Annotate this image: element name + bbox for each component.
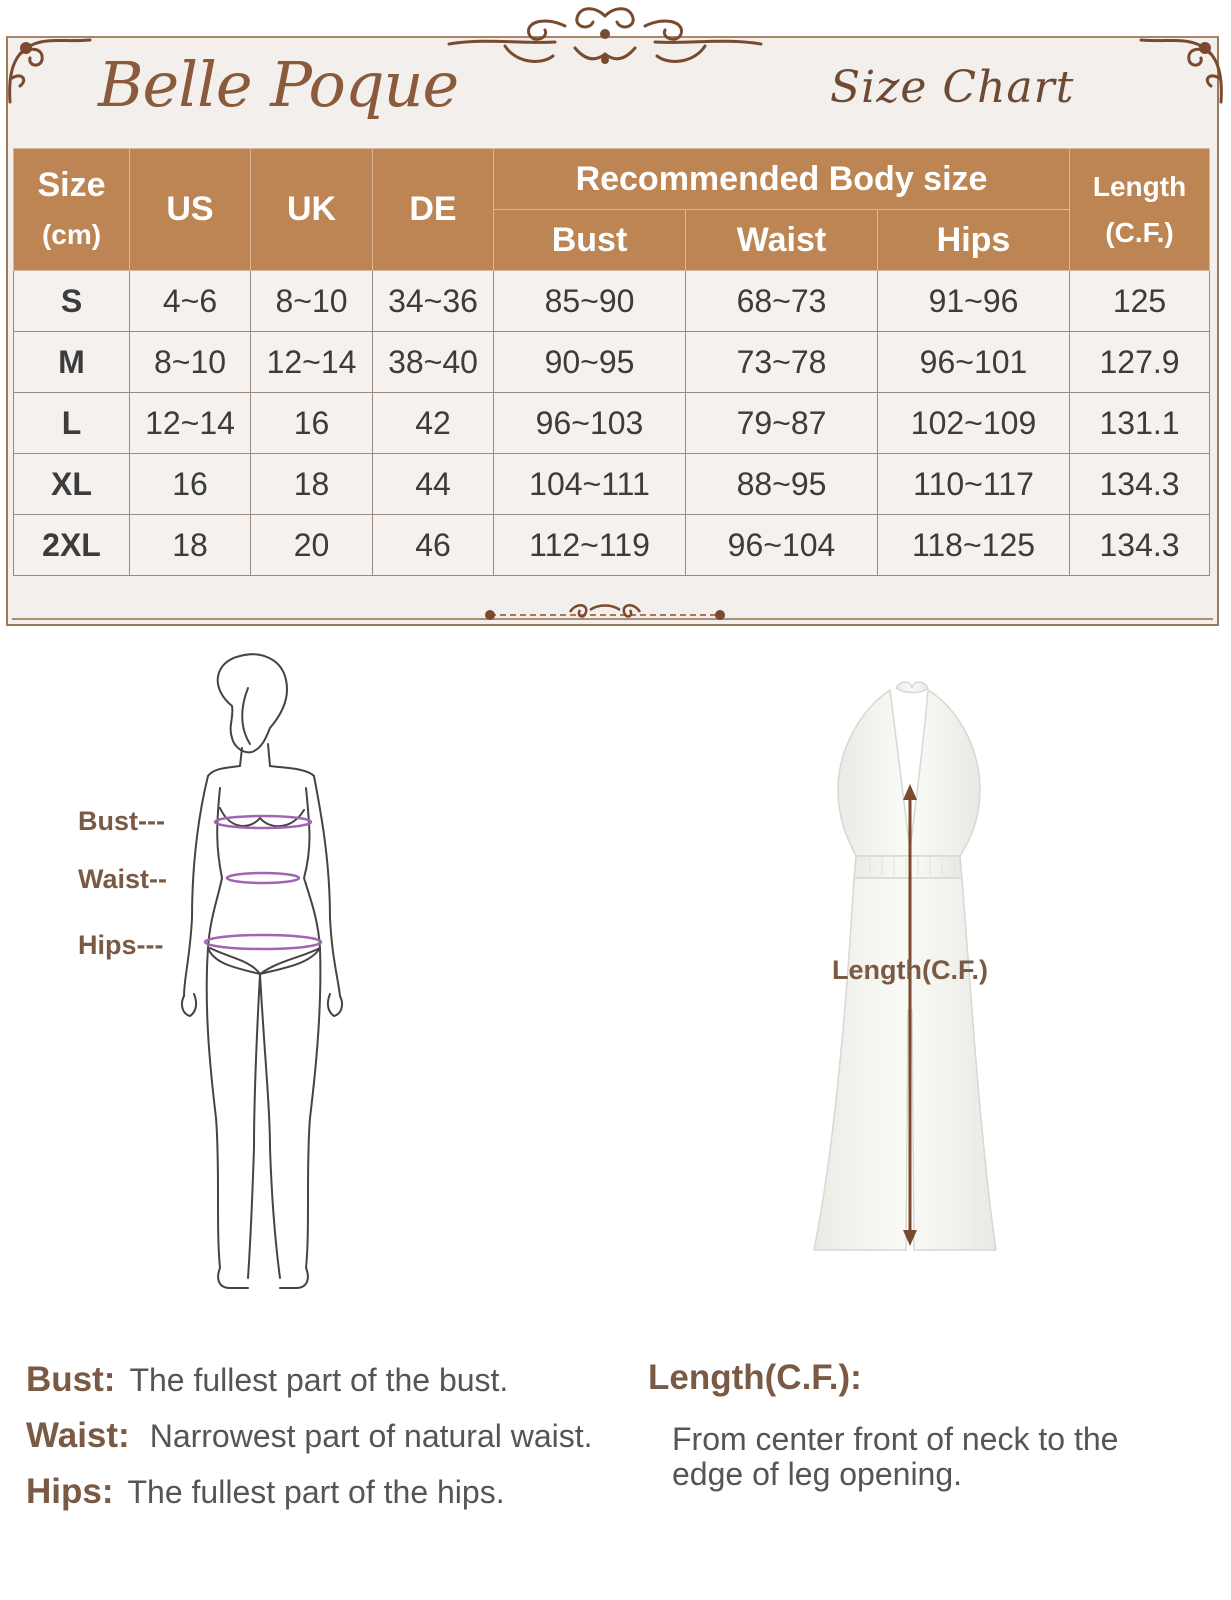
waist-term: Waist:: [26, 1416, 130, 1455]
cell-us: 12~14: [130, 393, 251, 454]
waist-label: Waist--: [78, 864, 167, 894]
header-hips: Hips: [878, 210, 1070, 271]
cell-de: 42: [373, 393, 494, 454]
cell-uk: 18: [251, 454, 373, 515]
cell-length: 125: [1070, 271, 1210, 332]
cell-us: 16: [130, 454, 251, 515]
cell-de: 44: [373, 454, 494, 515]
body-measurement-figure: [170, 648, 370, 1308]
cell-uk: 12~14: [251, 332, 373, 393]
length-label: Length(C.F.): [832, 955, 988, 985]
header-de: DE: [373, 149, 494, 271]
cell-size: M: [14, 332, 130, 393]
hips-definition: [26, 1472, 505, 1512]
header-size-unit: (cm): [41, 218, 102, 250]
table-row: [14, 454, 1210, 515]
header-size: [14, 149, 130, 271]
cell-length: 134.3: [1070, 454, 1210, 515]
cell-uk: 16: [251, 393, 373, 454]
header-waist: Waist: [686, 210, 878, 271]
chart-title: Size Chart: [830, 62, 1075, 113]
cell-hips: 91~96: [878, 271, 1070, 332]
hips-label: Hips---: [78, 930, 164, 960]
hips-description: The fullest part of the hips.: [127, 1474, 505, 1510]
hips-term: Hips:: [26, 1472, 114, 1511]
cell-size: L: [14, 393, 130, 454]
header-uk: UK: [251, 149, 373, 271]
header-size-label: Size: [37, 165, 106, 204]
length-term: Length(C.F.):: [648, 1358, 862, 1397]
table-row: [14, 332, 1210, 393]
bottom-divider-ornament: [480, 598, 730, 628]
size-table: [13, 148, 1210, 576]
cell-hips: 118~125: [878, 515, 1070, 576]
cell-length: 127.9: [1070, 332, 1210, 393]
cell-size: 2XL: [14, 515, 130, 576]
cell-size: XL: [14, 454, 130, 515]
cell-bust: 96~103: [494, 393, 686, 454]
bust-label: Bust---: [78, 806, 165, 836]
cell-waist: 96~104: [686, 515, 878, 576]
cell-waist: 68~73: [686, 271, 878, 332]
waist-description: Narrowest part of natural waist.: [149, 1418, 593, 1454]
cell-hips: 102~109: [878, 393, 1070, 454]
waist-definition: [26, 1416, 593, 1456]
header-length: [1070, 149, 1210, 271]
header-recommended-body-size: Recommended Body size: [494, 149, 1070, 210]
cell-waist: 79~87: [686, 393, 878, 454]
cell-bust: 90~95: [494, 332, 686, 393]
cell-size: S: [14, 271, 130, 332]
cell-length: 131.1: [1070, 393, 1210, 454]
cell-uk: 8~10: [251, 271, 373, 332]
header-us: US: [130, 149, 251, 271]
right-corner-ornament: [1137, 32, 1227, 112]
cell-waist: 88~95: [686, 454, 878, 515]
cell-de: 38~40: [373, 332, 494, 393]
brand-logo: Belle Poque: [98, 48, 459, 121]
header-length-unit: (C.F.): [1105, 216, 1174, 248]
cell-bust: 112~119: [494, 515, 686, 576]
cell-us: 4~6: [130, 271, 251, 332]
cell-hips: 110~117: [878, 454, 1070, 515]
bust-term: Bust:: [26, 1360, 116, 1399]
header-bust: Bust: [494, 210, 686, 271]
cell-us: 8~10: [130, 332, 251, 393]
cell-length: 134.3: [1070, 515, 1210, 576]
bust-description: The fullest part of the bust.: [129, 1362, 509, 1398]
cell-de: 34~36: [373, 271, 494, 332]
cell-uk: 20: [251, 515, 373, 576]
header-length-label: Length: [1092, 170, 1187, 202]
table-row: [14, 515, 1210, 576]
table-row: [14, 393, 1210, 454]
length-description: From center front of neck to the edge of leg opening.: [672, 1421, 1119, 1492]
cell-de: 46: [373, 515, 494, 576]
cell-bust: 85~90: [494, 271, 686, 332]
top-flourish-ornament: [445, 4, 765, 76]
cell-bust: 104~111: [494, 454, 686, 515]
cell-us: 18: [130, 515, 251, 576]
cell-hips: 96~101: [878, 332, 1070, 393]
cell-waist: 73~78: [686, 332, 878, 393]
table-row: [14, 271, 1210, 332]
bust-definition: [26, 1360, 508, 1400]
left-corner-ornament: [4, 32, 94, 112]
